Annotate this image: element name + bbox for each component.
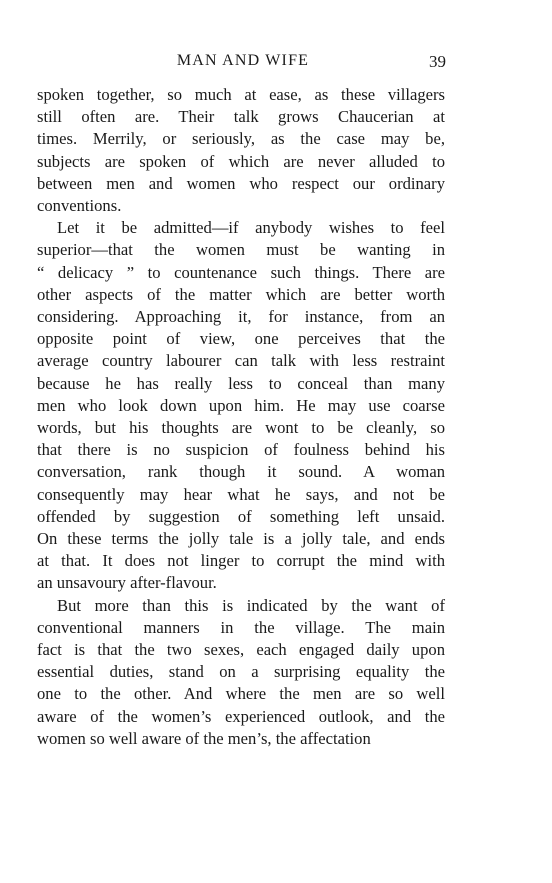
page-number: 39 [429, 52, 446, 71]
text-line: On these terms the jolly tale is a jolly tale, and ends [37, 529, 445, 549]
text-line: women so well aware of the men’s, the affectation [37, 728, 371, 748]
text-line: men who look down upon him. He may use coarse [37, 395, 445, 415]
text-line: consequently may hear what he says, and not be [37, 484, 445, 504]
text-line: one to the other. And where the men are so well [37, 684, 445, 704]
text-line: subjects are spoken of which are never alluded to [37, 151, 445, 171]
text-line: spoken together, so much at ease, as these villagers [37, 85, 445, 104]
text-line: superior—that the women must be wanting in [37, 240, 445, 260]
paragraph [37, 84, 445, 217]
text-line: average country labourer can talk with less restraint [37, 351, 445, 371]
text-line: between men and women who respect our ordinary [37, 173, 445, 193]
text-line: Let it be admitted—if anybody wishes to feel [57, 218, 445, 238]
text-line: times. Merrily, or seriously, as the case may be, [37, 129, 445, 149]
text-line: aware of the women’s experienced outlook, and the [37, 706, 445, 726]
text-line: conventional manners in the village. The main [37, 617, 445, 637]
text-line: words, but his thoughts are wont to be cleanly, so [37, 418, 445, 438]
text-line: fact is that the two sexes, each engaged daily upon [37, 640, 445, 660]
text-line: still often are. Their talk grows Chaucerian at [37, 107, 445, 127]
text-line: conversation, rank though it sound. A woman [37, 462, 445, 482]
text-line: considering. Approaching it, for instance, from an [37, 307, 445, 327]
text-line: that there is no suspicion of foulness behind his [37, 440, 445, 460]
text-line: at that. It does not linger to corrupt the mind with [37, 551, 445, 571]
text-line: other aspects of the matter which are better worth [37, 284, 445, 304]
text-line: opposite point of view, one perceives that the [37, 329, 445, 349]
running-title: MAN AND WIFE [176, 52, 310, 69]
text-line: “ delicacy ” to countenance such things. There are [37, 262, 445, 282]
text-line: an unsavoury after-flavour. [37, 573, 217, 593]
body-text [37, 84, 445, 750]
text-line: conventions. [37, 196, 122, 216]
paragraph [37, 217, 445, 594]
text-line: But more than this is indicated by the want of [57, 595, 445, 615]
running-head [40, 52, 446, 76]
text-line: essential duties, stand on a surprising equality the [37, 662, 445, 682]
paragraph [37, 595, 445, 750]
text-line: because he has really less to conceal than many [37, 373, 445, 393]
text-line: offended by suggestion of something left unsaid. [37, 506, 445, 526]
